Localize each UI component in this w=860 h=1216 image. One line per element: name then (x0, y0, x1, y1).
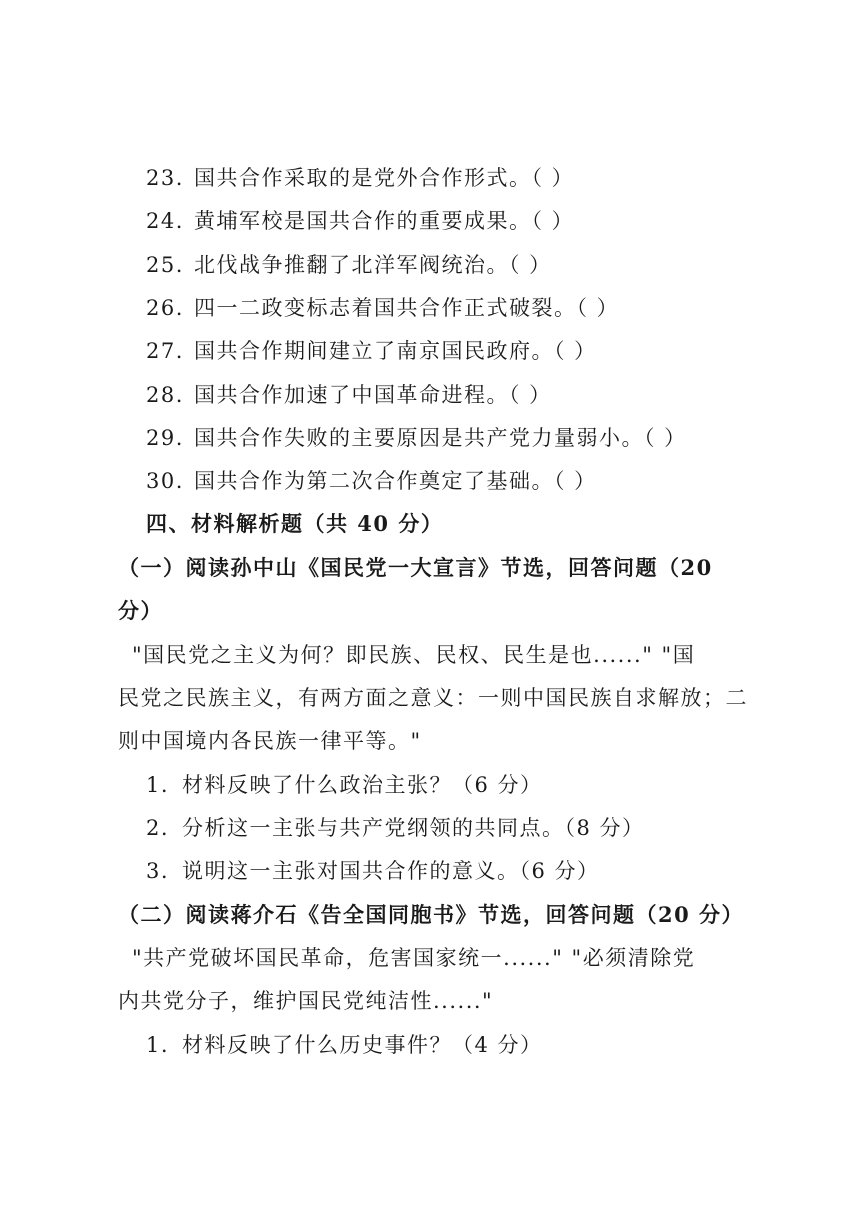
item-text: 四一二政变标志着国共合作正式破裂。（ ） (194, 296, 620, 320)
item-number: 26. (146, 296, 184, 320)
question (146, 813, 860, 843)
item-number: 27. (146, 339, 184, 363)
item-number: 30. (146, 469, 184, 493)
item-number: 28. (146, 383, 184, 407)
item-text: 国共合作加速了中国革命进程。（ ） (194, 383, 552, 407)
material-2-title: （二）阅读蒋介石《告全国同胞书》节选，回答问题（20 分） (118, 902, 745, 927)
question (146, 1030, 860, 1060)
question-number: 2. (146, 816, 170, 840)
judgment-item (146, 163, 860, 193)
question-text: 材料反映了什么政治主张？（6 分） (182, 773, 543, 797)
material-1-title: （一）阅读孙中山《国民党一大宣言》节选，回答问题（20 (118, 555, 713, 580)
judgment-item (146, 250, 860, 280)
question-text: 材料反映了什么历史事件？（4 分） (182, 1033, 543, 1057)
item-text: 北伐战争推翻了北洋军阀统治。（ ） (194, 253, 552, 277)
material-1-quote-cont: 民党之民族主义，有两方面之意义：一则中国民族自求解放；二 (118, 686, 748, 710)
item-text: 黄埔军校是国共合作的重要成果。（ ） (194, 209, 575, 233)
material-1-quote-cont: 则中国境内各民族一律平等。" (118, 729, 422, 753)
question-number: 1. (146, 773, 170, 797)
judgment-item (146, 423, 860, 453)
item-number: 24. (146, 209, 184, 233)
question-text: 分析这一主张与共产党纲领的共同点。（8 分） (182, 816, 645, 840)
item-number: 25. (146, 253, 184, 277)
question (146, 770, 860, 800)
item-text: 国共合作失败的主要原因是共产党力量弱小。（ ） (194, 426, 687, 450)
material-1-title-cont: 分） (118, 598, 163, 623)
item-number: 23. (146, 166, 184, 190)
item-text: 国共合作为第二次合作奠定了基础。（ ） (194, 469, 597, 493)
section-heading: 四、材料解析题（共 40 分） (146, 511, 444, 536)
judgment-item (146, 380, 860, 410)
question (146, 856, 860, 886)
judgment-item (146, 466, 860, 496)
material-2-quote: "共产党破坏国民革命，危害国家统一......" "必须清除党 (132, 946, 696, 970)
question-number: 3. (146, 859, 170, 883)
material-1-quote: "国民党之主义为何？即民族、民权、民生是也......" "国 (132, 643, 696, 667)
judgment-item (146, 293, 860, 323)
question-text: 说明这一主张对国共合作的意义。（6 分） (182, 859, 600, 883)
item-number: 29. (146, 426, 184, 450)
judgment-item (146, 336, 860, 366)
item-text: 国共合作期间建立了南京国民政府。（ ） (194, 339, 597, 363)
judgment-item (146, 206, 860, 236)
material-2-quote-cont: 内共党分子，维护国民党纯洁性......" (118, 989, 494, 1013)
question-number: 1. (146, 1033, 170, 1057)
item-text: 国共合作采取的是党外合作形式。（ ） (194, 166, 575, 190)
